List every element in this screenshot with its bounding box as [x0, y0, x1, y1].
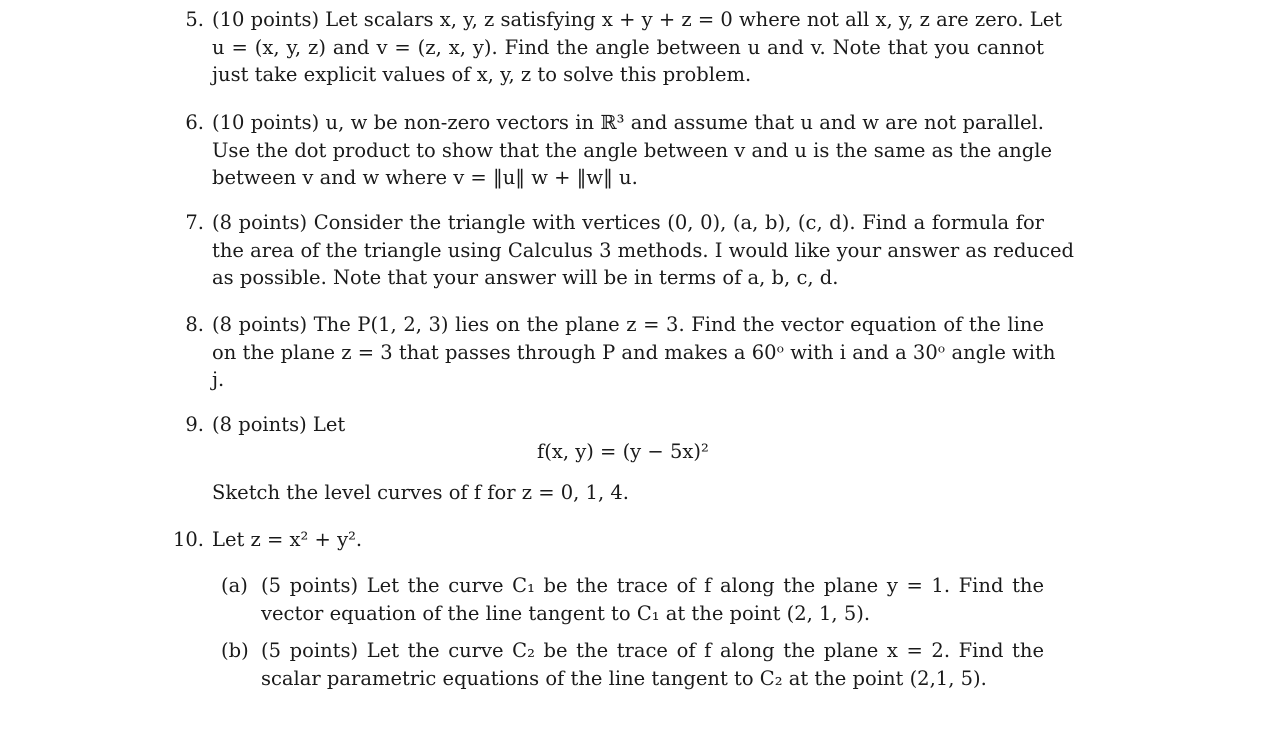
problem-10-part-a-line-1: (5 points) Let the curve C₁ be the trace of f along the plane y = 1. Find the [261, 574, 1044, 597]
problem-9-number: 9. [185, 413, 204, 436]
problem-9-equation: f(x, y) = (y − 5x)² [537, 440, 709, 463]
problem-9-intro: (8 points) Let [212, 413, 346, 436]
problem-5-line-3: just take explicit values of x, y, z to solve this problem. [212, 63, 752, 86]
problem-7 [212, 209, 1075, 292]
problem-8-line-1: (8 points) The P(1, 2, 3) lies on the plane z = 3. Find the vector equation of the line [212, 313, 1044, 336]
problem-6-line-3: between v and w where v = ‖u‖ w + ‖w‖ u. [212, 166, 638, 189]
problem-10-number: 10. [172, 528, 204, 551]
problem-10-part-a-label: (a) [221, 574, 248, 597]
problem-10-part-b-line-1: (5 points) Let the curve C₂ be the trace of f along the plane x = 2. Find the [261, 639, 1044, 662]
problem-10-part-a-line-2: vector equation of the line tangent to C₁ at the point (2, 1, 5). [261, 601, 871, 625]
problem-8-number: 8. [185, 313, 204, 336]
problem-8-line-3: j. [212, 368, 225, 391]
problem-6-line-2: Use the dot product to show that the angle between v and u is the same as the angle [212, 138, 1052, 162]
problem-10-part-a [261, 572, 1044, 627]
problem-6-line-1: (10 points) u, w be non-zero vectors in ℝ³ and assume that u and w are not parallel. [212, 111, 1044, 134]
problem-6-number: 6. [185, 111, 204, 134]
problem-6 [212, 109, 1052, 192]
problem-9-after: Sketch the level curves of f for z = 0, 1, 4. [212, 481, 629, 504]
problem-5-line-1: (10 points) Let scalars x, y, z satisfying x + y + z = 0 where not all x, y, z are zero. Let [212, 8, 1063, 31]
problem-8 [212, 311, 1056, 394]
problem-5-line-2: u = (x, y, z) and v = (z, x, y). Find the angle between u and v. Note that you cannot [212, 35, 1044, 59]
problem-10-intro: Let z = x² + y². [212, 528, 363, 551]
problem-7-line-3: as possible. Note that your answer will be in terms of a, b, c, d. [212, 266, 839, 289]
problem-10-part-b [261, 637, 1044, 692]
problem-7-number: 7. [185, 211, 204, 234]
problem-5-number: 5. [185, 8, 204, 31]
problem-7-line-1: (8 points) Consider the triangle with vertices (0, 0), (a, b), (c, d). Find a formula for [212, 211, 1044, 234]
problem-5 [212, 6, 1063, 89]
problem-8-line-2: on the plane z = 3 that passes through P and makes a 60ᵒ with i and a 30ᵒ angle with [212, 340, 1056, 364]
problem-10-part-b-line-2: scalar parametric equations of the line tangent to C₂ at the point (2,1, 5). [261, 666, 987, 690]
problem-10-part-b-label: (b) [221, 639, 249, 662]
problem-7-line-2: the area of the triangle using Calculus 3 methods. I would like your answer as reduced [212, 238, 1075, 262]
